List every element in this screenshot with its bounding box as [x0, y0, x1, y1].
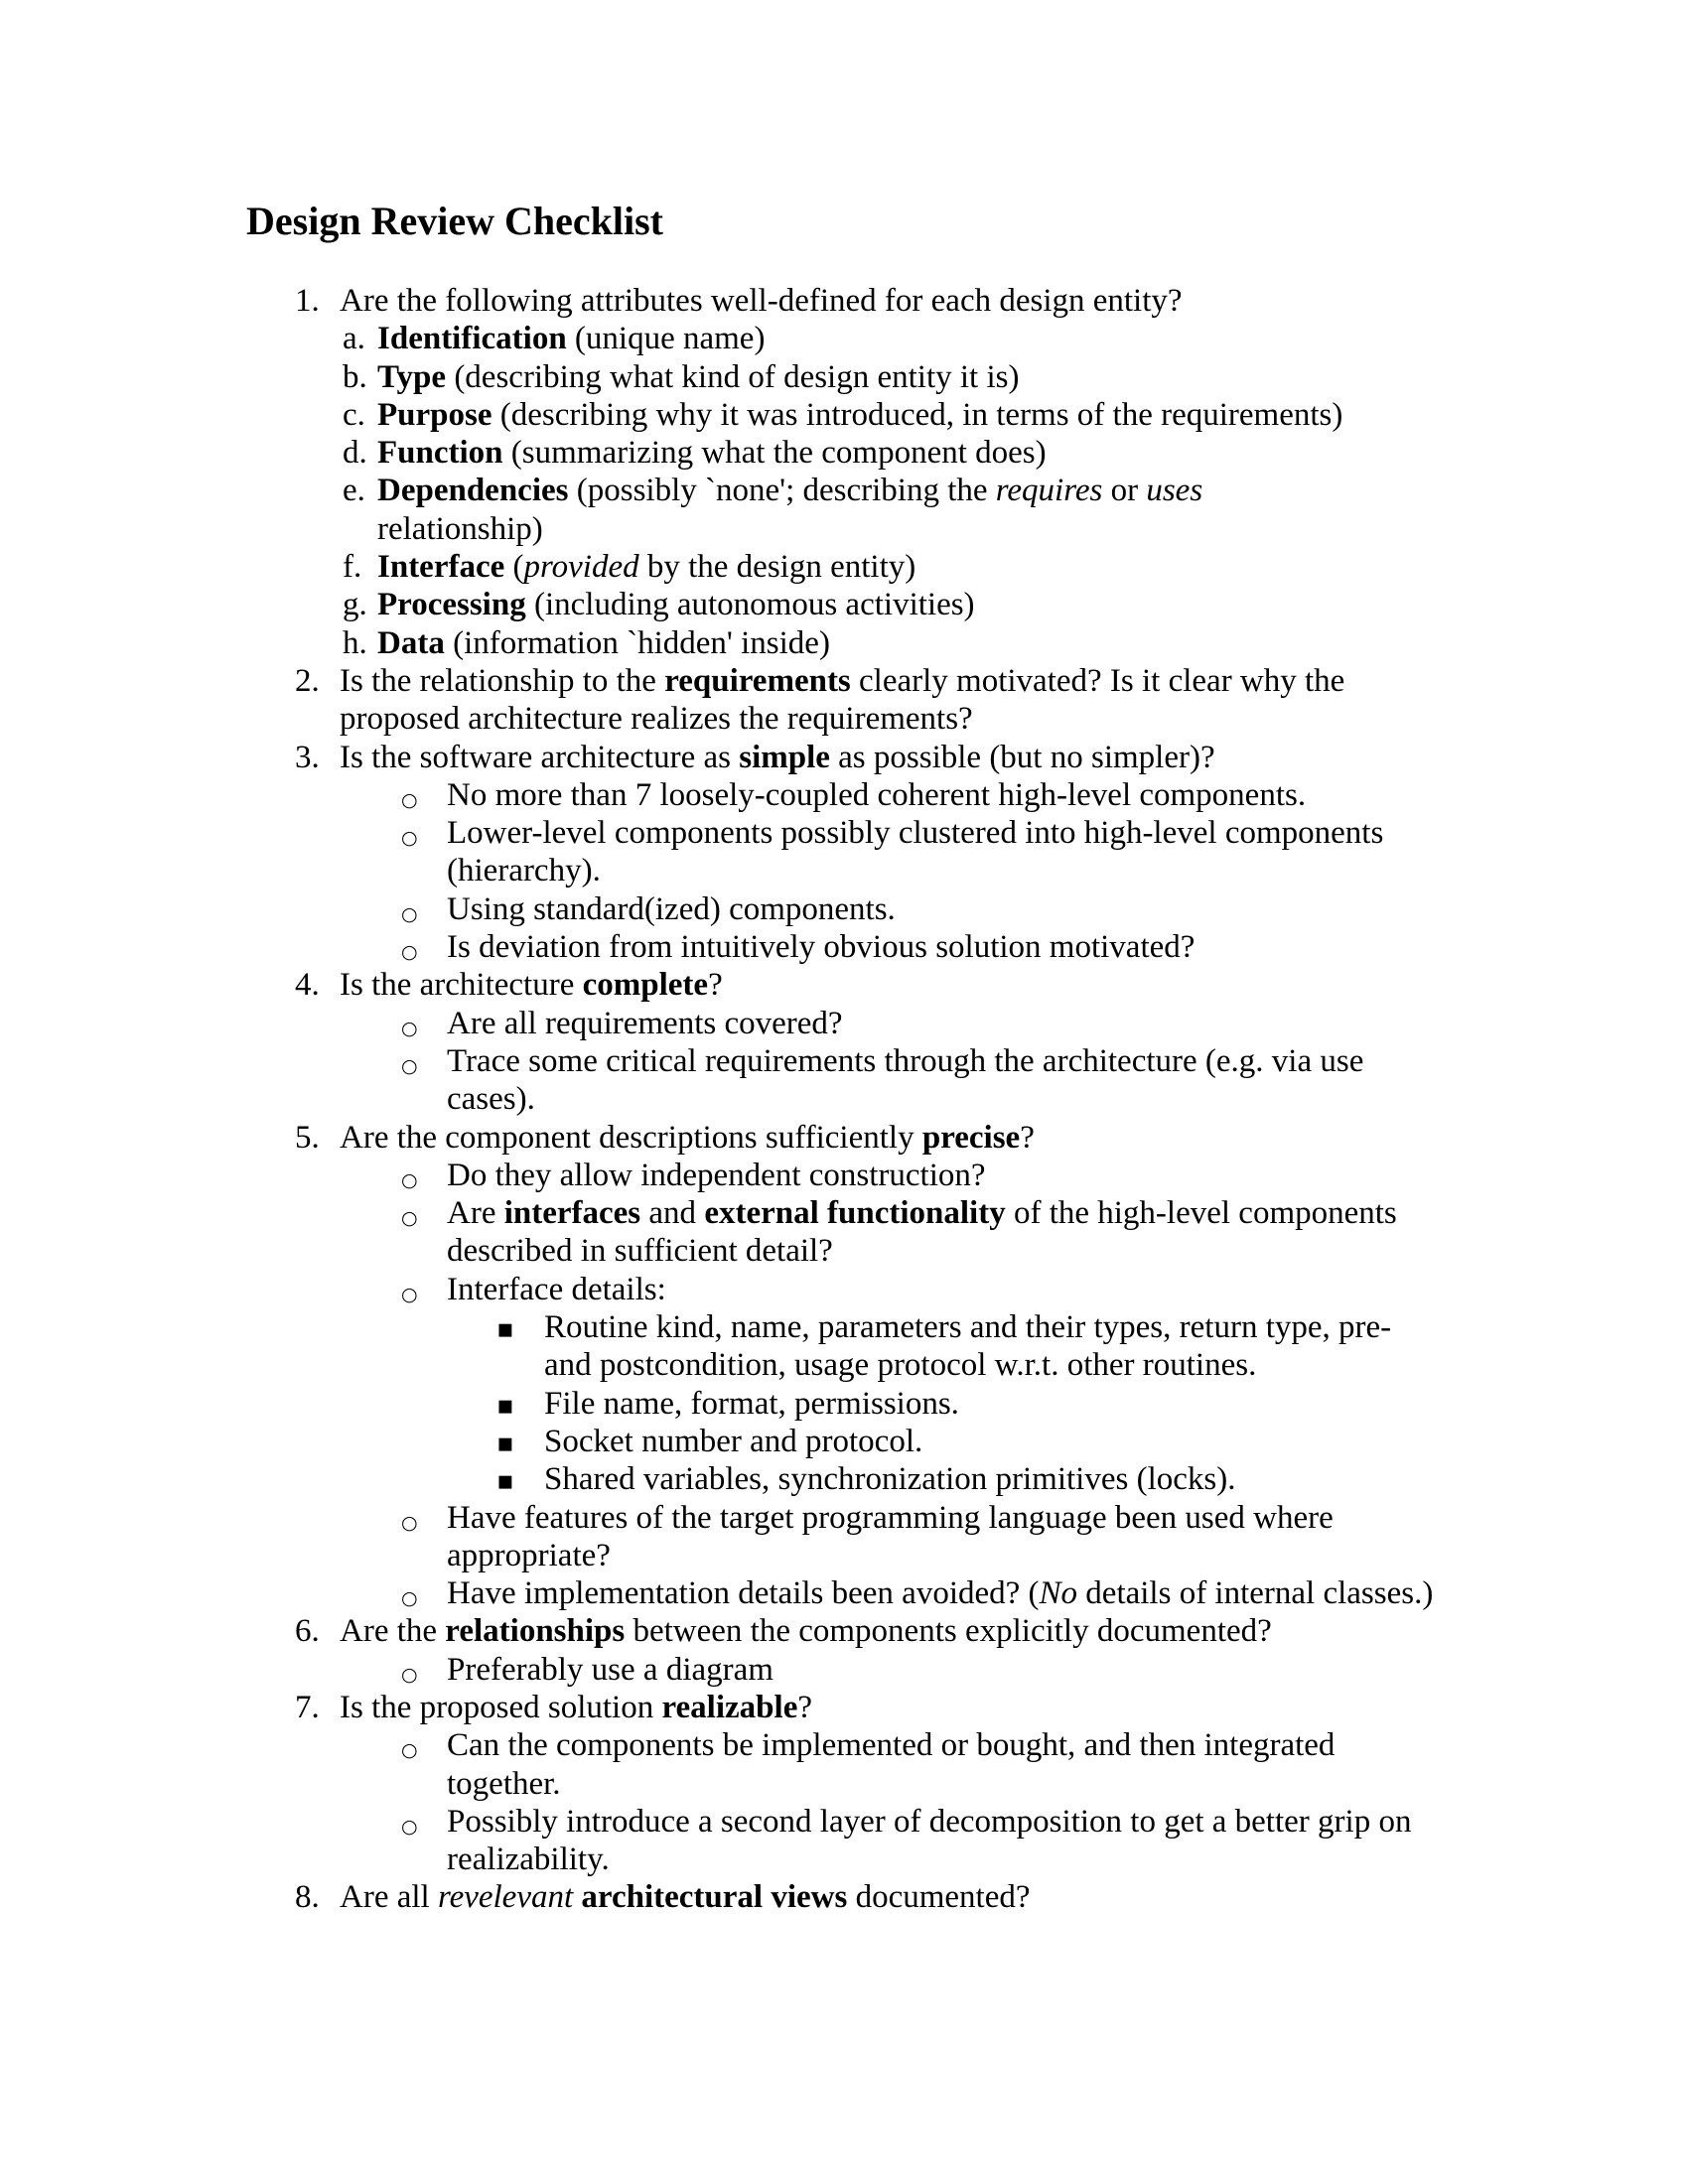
circle-bullet-icon: ○ [401, 1283, 418, 1305]
item-3-bullet-1 [0, 776, 1440, 814]
item-number: 1. [295, 283, 320, 319]
item-text: Function [377, 435, 503, 472]
item-text: relationship) [377, 510, 543, 547]
square-bullet-icon: ▪ [496, 1390, 514, 1421]
item-text: Interface details: [447, 1271, 666, 1307]
item-5-bullet-5 [0, 1574, 1440, 1612]
item-text: (possibly `none'; describing the [568, 473, 996, 509]
item-4-bullet-1 [0, 1005, 1440, 1042]
page-title: Design Review Checklist [246, 199, 663, 243]
circle-bullet-icon: ○ [401, 827, 418, 850]
item-5-bullet-4 [0, 1499, 1440, 1575]
circle-bullet-icon: ○ [401, 902, 418, 925]
square-bullet-icon: ▪ [496, 1466, 514, 1497]
item-text: (including autonomous activities) [525, 587, 975, 623]
item-1-a [0, 320, 1370, 357]
item-text: Using standard(ized) components. [447, 890, 896, 927]
item-text: No more than 7 loosely-coupled coherent high-level components. [447, 776, 1307, 813]
item-text: Interface [377, 549, 505, 586]
item-text: realizable [661, 1689, 798, 1725]
item-text: clearly motivated? Is it clear why the proposed architecture realizes the requirements? [340, 662, 1345, 738]
item-7-bullet-2 [0, 1803, 1440, 1879]
item-text: Do they allow independent construction? [447, 1157, 986, 1193]
circle-bullet-icon: ○ [401, 1168, 418, 1191]
checklist [0, 282, 1688, 1917]
item-text: File name, format, permissions. [544, 1385, 959, 1422]
item-3-bullet-2 [0, 814, 1440, 890]
item-text: and [640, 1195, 705, 1232]
item-text: architectural views [581, 1879, 848, 1916]
item-text: Preferably use a diagram [447, 1651, 774, 1688]
item-text: external functionality [704, 1195, 1006, 1232]
item-text: Is the architecture [340, 967, 583, 1004]
item-text: Are all [340, 1879, 438, 1916]
item-4-bullet-2 [0, 1042, 1440, 1119]
item-1-e [0, 472, 1370, 548]
item-number: 6. [295, 1613, 320, 1650]
item-text: Are the [340, 1613, 446, 1650]
item-text: precise [921, 1119, 1021, 1156]
item-letter: c. [343, 396, 365, 433]
item-letter: b. [343, 358, 367, 395]
item-letter: e. [343, 473, 365, 509]
item-text: ( [504, 549, 524, 586]
item-text: Have implementation details been avoided? ( [447, 1575, 1040, 1612]
item-text: relationships [445, 1613, 626, 1650]
item-letter: a. [343, 321, 365, 357]
circle-bullet-icon: ○ [401, 788, 418, 811]
item-text: interfaces [503, 1195, 641, 1232]
item-text: simple [739, 739, 830, 775]
item-5-detail-1 [0, 1308, 1415, 1385]
item-text: ? [1020, 1119, 1035, 1156]
item-text: requires [995, 473, 1103, 509]
item-text: Is deviation from intuitively obvious solution motivated? [447, 929, 1196, 966]
item-text: Is the software architecture as [340, 739, 740, 775]
item-7 [0, 1689, 1410, 1726]
item-1 [0, 282, 1410, 320]
item-text: (unique name) [566, 321, 766, 357]
item-text: provided [523, 549, 639, 586]
item-text: (information `hidden' inside) [444, 624, 830, 661]
circle-bullet-icon: ○ [401, 1739, 418, 1762]
item-1-d [0, 434, 1370, 472]
item-text: Type [377, 358, 447, 395]
item-text: (describing what kind of design entity it is) [446, 358, 1020, 395]
item-text: or [1102, 473, 1147, 509]
circle-bullet-icon: ○ [401, 1017, 418, 1039]
item-number: 8. [295, 1879, 320, 1916]
square-bullet-icon: ▪ [496, 1314, 514, 1345]
item-7-bullet-1 [0, 1726, 1440, 1803]
item-text: Processing [377, 587, 526, 623]
item-text: Data [377, 624, 445, 661]
item-5-bullet-1 [0, 1157, 1440, 1194]
item-1-f [0, 548, 1370, 586]
item-number: 4. [295, 967, 320, 1004]
item-text: complete [582, 967, 709, 1004]
item-2 [0, 662, 1410, 739]
item-text: between the components explicitly documented? [625, 1613, 1272, 1650]
item-1-g [0, 586, 1370, 623]
item-3-bullet-4 [0, 928, 1440, 966]
item-text: Are [447, 1195, 504, 1232]
circle-bullet-icon: ○ [401, 1815, 418, 1838]
item-5-bullet-3 [0, 1271, 1440, 1308]
item-5-detail-2 [0, 1385, 1415, 1423]
item-3-bullet-3 [0, 890, 1440, 928]
item-text: revelevant [437, 1879, 582, 1916]
item-8 [0, 1878, 1410, 1916]
item-3 [0, 739, 1410, 776]
item-text: (describing why it was introduced, in terms of the requirements) [492, 396, 1343, 433]
item-text: Have features of the target programming language been used where appropriate? [447, 1499, 1334, 1573]
item-text: uses [1146, 473, 1203, 509]
item-text: of the high-level components described in sufficient detail? [447, 1195, 1397, 1270]
item-text: by the design entity) [638, 549, 916, 586]
item-6-bullet-1 [0, 1651, 1440, 1689]
item-1-c [0, 396, 1370, 434]
item-text: Shared variables, synchronization primitives (locks). [544, 1461, 1236, 1498]
item-letter: g. [343, 587, 367, 623]
item-text: Identification [377, 321, 567, 357]
item-text: Socket number and protocol. [544, 1423, 923, 1459]
item-text: No [1039, 1575, 1078, 1612]
square-bullet-icon: ▪ [496, 1428, 514, 1458]
item-text: Is the relationship to the [340, 662, 665, 699]
item-number: 7. [295, 1689, 320, 1725]
item-text: ? [797, 1689, 812, 1725]
item-text: Dependencies [377, 473, 569, 509]
item-5 [0, 1119, 1410, 1157]
item-letter: h. [343, 624, 367, 661]
item-4 [0, 966, 1410, 1004]
item-text: (summarizing what the component does) [502, 435, 1047, 472]
circle-bullet-icon: ○ [401, 1587, 418, 1610]
item-text: details of internal classes.) [1077, 1575, 1434, 1612]
item-text: Are the component descriptions sufficiently [340, 1119, 922, 1156]
item-text: Purpose [377, 396, 492, 433]
item-1-b [0, 358, 1370, 396]
item-letter: f. [343, 549, 362, 586]
circle-bullet-icon: ○ [401, 1054, 418, 1077]
circle-bullet-icon: ○ [401, 1663, 418, 1686]
item-5-detail-3 [0, 1423, 1415, 1460]
item-text: Lower-level components possibly clustered into high-level components (hierarchy). [447, 815, 1384, 889]
item-text: documented? [847, 1879, 1031, 1916]
item-text: as possible (but no simpler)? [829, 739, 1215, 775]
item-letter: d. [343, 435, 367, 472]
item-number: 5. [295, 1119, 320, 1156]
circle-bullet-icon: ○ [401, 941, 418, 964]
item-1-h [0, 624, 1370, 662]
item-text: requirements [664, 662, 851, 699]
item-text: Routine kind, name, parameters and their types, return type, pre- and postcondition, usage protocol w.r.t. other routines. [544, 1309, 1392, 1384]
item-5-bullet-2 [0, 1194, 1440, 1271]
circle-bullet-icon: ○ [401, 1511, 418, 1534]
item-text: Is the proposed solution [340, 1689, 662, 1725]
item-text: Can the components be implemented or bought, and then integrated together. [447, 1727, 1336, 1802]
item-6 [0, 1612, 1410, 1650]
item-text: Are the following attributes well-defined for each design entity? [340, 283, 1183, 319]
circle-bullet-icon: ○ [401, 1207, 418, 1230]
item-text: Are all requirements covered? [447, 1005, 843, 1041]
item-text: Trace some critical requirements through the architecture (e.g. via use cases). [447, 1042, 1364, 1118]
item-5-detail-4 [0, 1460, 1415, 1498]
item-text: Possibly introduce a second layer of decomposition to get a better grip on realizability. [447, 1803, 1412, 1878]
item-text: ? [708, 967, 723, 1004]
item-number: 2. [295, 662, 320, 699]
item-number: 3. [295, 739, 320, 775]
